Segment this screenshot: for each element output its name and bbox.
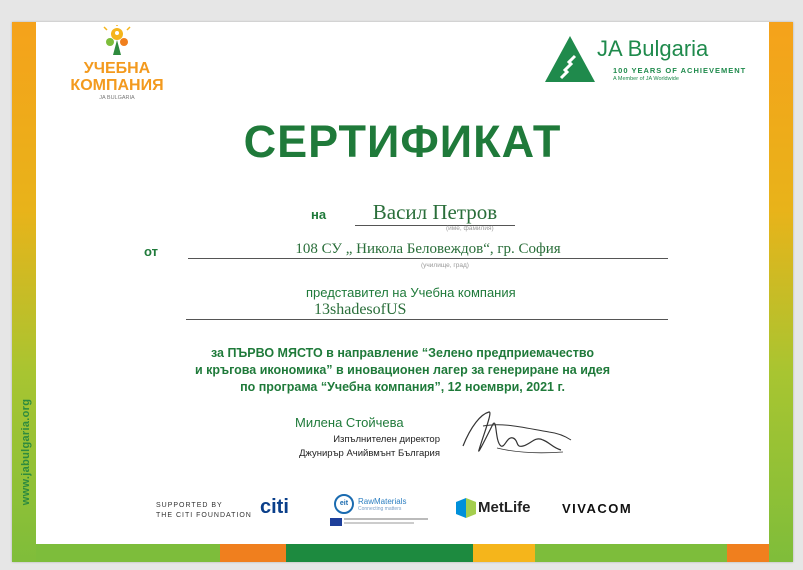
signatory-role: Изпълнителен директор: [333, 434, 440, 445]
supported-by-line2: THE CITI FOUNDATION: [156, 512, 252, 519]
recipient-hint: (име, фамилия): [446, 225, 494, 232]
school-value: 108 СУ „ Никола Беловеждов“, гр. София: [188, 241, 668, 259]
metlife-mark-icon: [456, 498, 476, 518]
award-line: за ПЪРВО МЯСТО в направление “Зелено предприемачество: [210, 346, 595, 360]
ja-bulgaria-tagline: 100 YEARS OF ACHIEVEMENT: [613, 66, 747, 75]
handwritten-signature: [453, 406, 573, 462]
eit-name: RawMaterials: [358, 497, 407, 506]
signatory-org: Джунирър Ачийвмънт България: [299, 448, 440, 459]
eit-circle: eit: [334, 494, 354, 514]
citi-logo: citi: [260, 496, 289, 518]
award-line: и кръгова икономика” в иновационен лагер за генериране на идея: [194, 363, 611, 377]
uchebna-kompania-logo: [52, 25, 182, 103]
award-description: [12, 345, 793, 396]
ja-bulgaria-name: JA Bulgaria: [597, 36, 709, 61]
ja-bulgaria-logo: [545, 36, 765, 86]
lightbulb-icon: [102, 25, 132, 61]
sponsors-row: [12, 492, 793, 532]
recipient-label: на: [311, 207, 327, 222]
certificate-page: [12, 22, 793, 562]
vivacom-logo: VIVACOM: [562, 501, 633, 516]
logo-left-line2: КОМПАНИЯ: [70, 77, 164, 94]
logo-left-sub: JA BULGARIA: [99, 95, 135, 101]
award-line: по програма “Учебна компания”, 12 ноември, 2021 г.: [240, 380, 565, 394]
logo-left-line1: УЧЕБНА: [83, 60, 151, 77]
school-hint: (училище, град): [421, 262, 469, 269]
supported-by-line1: SUPPORTED BY: [156, 502, 223, 509]
right-gradient-border: [769, 22, 793, 562]
school-label: от: [144, 244, 158, 259]
recipient-name: Васил Петров: [355, 200, 515, 226]
eit-rawmaterials-logo: [330, 492, 430, 528]
company-value: 13shadesofUS: [186, 301, 668, 320]
website-url-text: www.jabulgaria.org: [20, 398, 32, 506]
metlife-text: MetLife: [478, 499, 531, 516]
company-label: представител на Учебна компания: [306, 285, 516, 300]
certificate-title: СЕРТИФИКАТ: [243, 116, 562, 167]
supported-by-text: [156, 501, 252, 521]
signatory-name: Милена Стойчева: [295, 415, 404, 430]
eit-sub: Connecting matters: [358, 506, 402, 512]
ja-bulgaria-member: A Member of JA Worldwide: [613, 76, 679, 82]
bottom-color-bar: [36, 544, 769, 562]
eu-flag-icon: [330, 518, 342, 526]
ja-mountain-icon: [545, 36, 595, 82]
